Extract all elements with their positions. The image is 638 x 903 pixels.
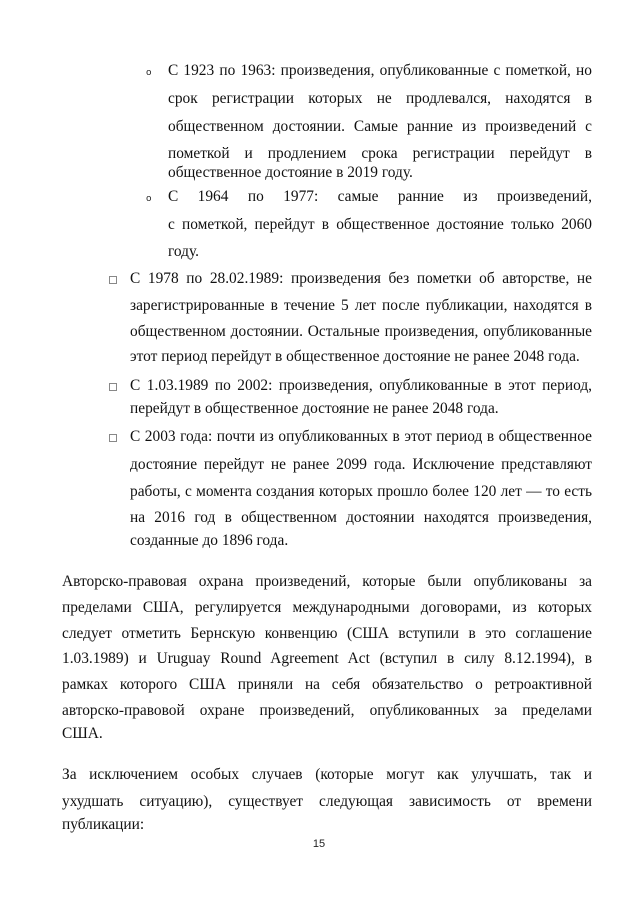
- item-3-line-5: созданные до 1896 года.: [130, 532, 289, 549]
- paragraph-1-line-2: пределами США, регулируется международными договорами, из которых: [62, 599, 592, 616]
- sub-item-2-line-3: году.: [168, 243, 200, 260]
- paragraph-1-line-3: следует отметить Бернскую конвенцию (США вступили в это соглашение: [62, 625, 592, 642]
- sub-item-1-line-1: С 1923 по 1963: произведения, опубликованные с пометкой, но: [168, 62, 592, 79]
- item-1-line-1: С 1978 по 28.02.1989: произведения без пометки об авторстве, не: [130, 270, 592, 287]
- sub-bullet-marker: o: [146, 68, 152, 78]
- paragraph-2-line-2: ухудшать ситуацию), существует следующая зависимость от времени: [62, 793, 592, 810]
- item-2-line-1: С 1.03.1989 по 2002: произведения, опубликованные в этот период,: [130, 377, 592, 394]
- item-3-line-3: работы, с момента создания которых прошло более 120 лет — то есть: [130, 483, 592, 500]
- sub-item-1-line-2: срок регистрации которых не продлевался, находятся в: [168, 90, 592, 107]
- sub-item-1-line-3: общественном достоянии. Самые ранние из произведений с: [168, 118, 592, 135]
- sub-item-1-line-5: общественное достояние в 2019 году.: [168, 164, 413, 181]
- square-bullet-icon: [109, 276, 117, 284]
- sub-item-2-line-1: С 1964 по 1977: самые ранние из произведений,: [168, 188, 592, 205]
- sub-item-2-line-2: с пометкой, перейдут в общественное достояние только 2060: [168, 216, 592, 233]
- page-number: 15: [312, 838, 326, 850]
- paragraph-1-line-4: 1.03.1989) и Uruguay Round Agreement Act (вступил в силу 8.12.1994), в: [62, 650, 592, 667]
- item-1-line-3: общественном достоянии. Остальные произведения, опубликованные: [130, 323, 592, 340]
- paragraph-1-line-5: рамках которого США приняли на себя обязательство о ретроактивной: [62, 676, 592, 693]
- paragraph-1-line-6: авторско-правовой охране произведений, опубликованных за пределами: [62, 702, 592, 719]
- sub-item-1-line-4: пометкой и продлением срока регистрации перейдут в: [168, 145, 592, 162]
- sub-bullet-marker: o: [146, 194, 152, 204]
- item-1-line-4: этот период перейдут в общественное достояние не ранее 2048 года.: [130, 348, 580, 365]
- paragraph-2-line-1: За исключением особых случаев (которые могут как улучшать, так и: [62, 766, 592, 783]
- item-3-line-4: на 2016 год в общественном достоянии находятся произведения,: [130, 509, 592, 526]
- paragraph-2-line-3: публикации:: [62, 816, 145, 833]
- item-2-line-2: перейдут в общественное достояние не ранее 2048 года.: [130, 400, 499, 417]
- paragraph-1-line-7: США.: [62, 725, 103, 742]
- square-bullet-icon: [109, 434, 117, 442]
- paragraph-1-line-1: Авторско-правовая охрана произведений, которые были опубликованы за: [62, 573, 592, 590]
- item-1-line-2: зарегистрированные в течение 5 лет после публикации, находятся в: [130, 297, 592, 314]
- item-3-line-1: С 2003 года: почти из опубликованных в этот период в общественное: [130, 428, 592, 445]
- item-3-line-2: достояние перейдут не ранее 2099 года. Исключение представляют: [130, 456, 592, 473]
- square-bullet-icon: [109, 383, 117, 391]
